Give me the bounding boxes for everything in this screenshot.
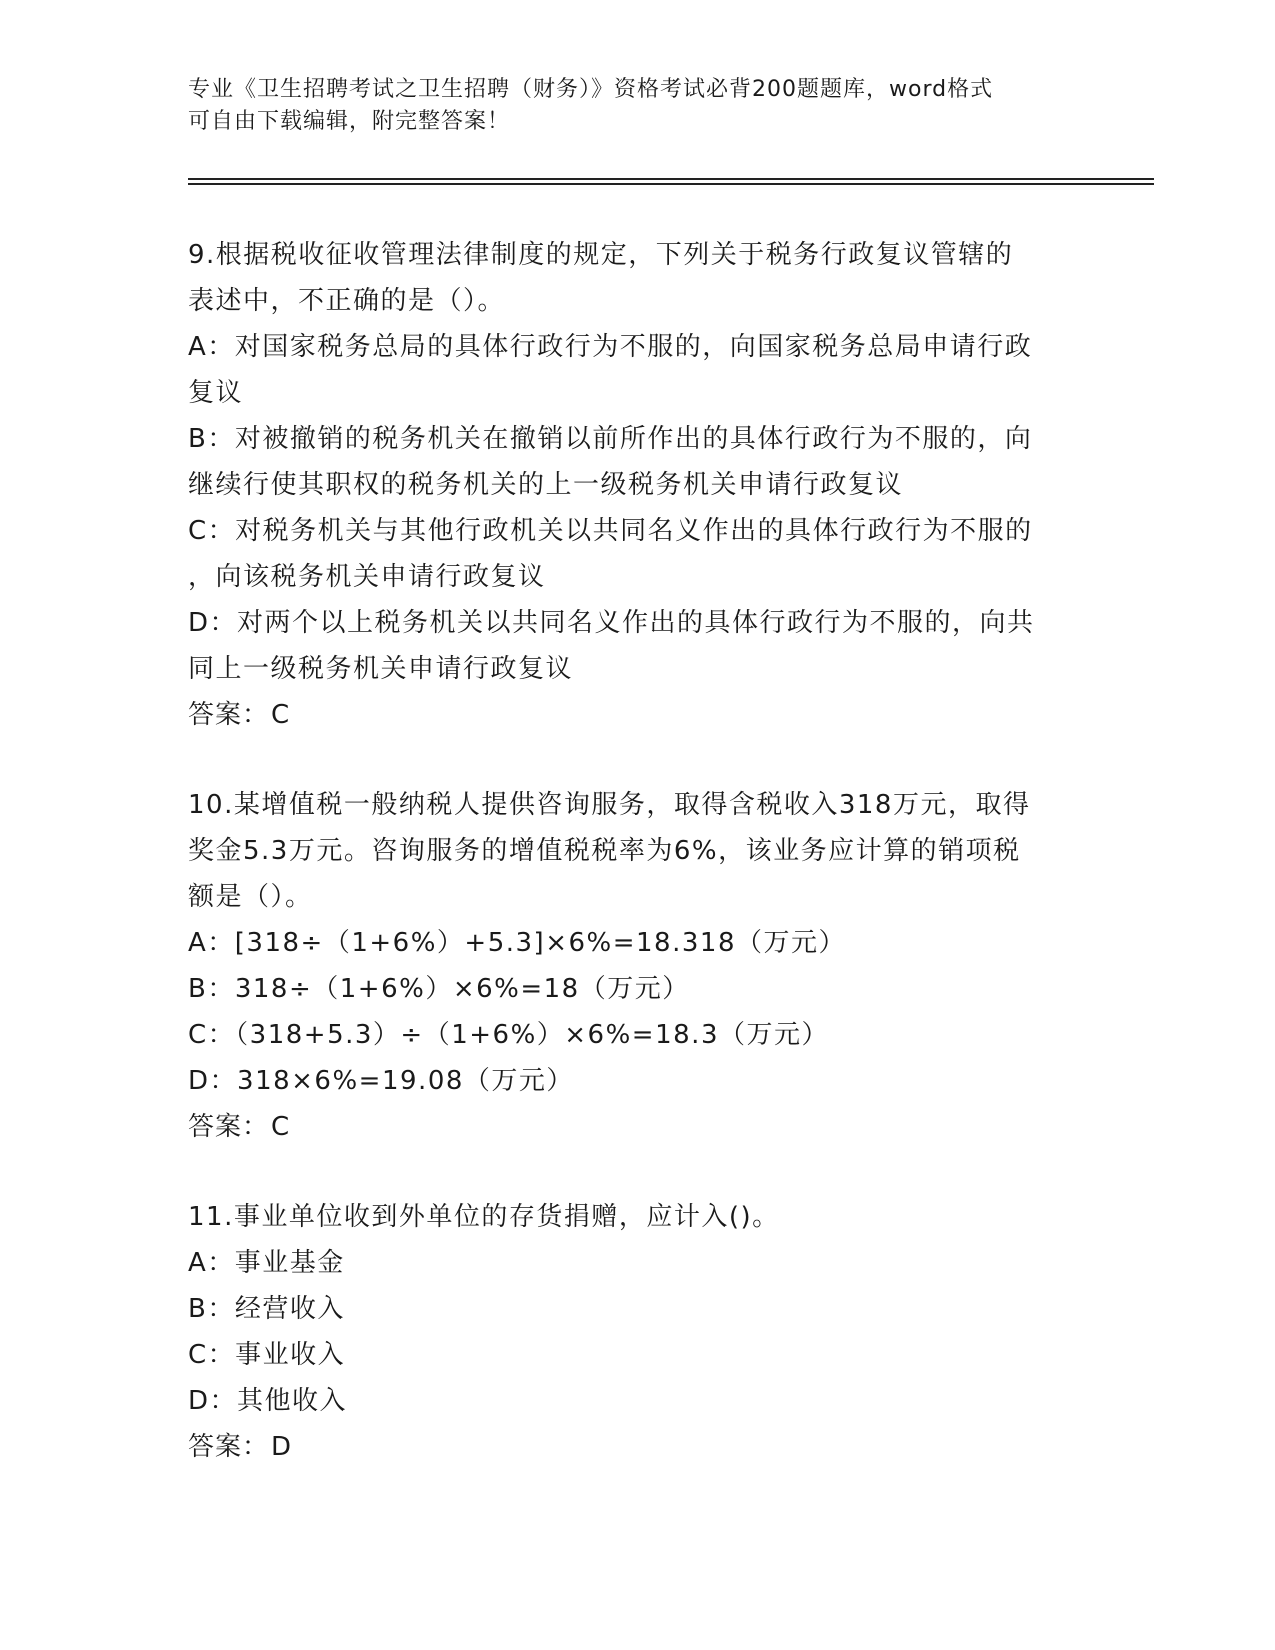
question-line: 同上一级税务机关申请行政复议 <box>188 654 574 684</box>
header-divider-top <box>188 178 1154 180</box>
question-line: A：事业基金 <box>188 1248 345 1278</box>
question-line: D：其他收入 <box>188 1386 348 1416</box>
answer-label: 答案： <box>188 1432 270 1462</box>
question-line: 9.根据税收征收管理法律制度的规定，下列关于税务行政复议管辖的 <box>188 240 1014 270</box>
header-title-line-2: 可自由下载编辑，附完整答案！ <box>188 109 511 134</box>
question-line: 10.某增值税一般纳税人提供咨询服务，取得含税收入318万元，取得 <box>188 790 1031 820</box>
document-header <box>188 74 1088 138</box>
question-line: ，向该税务机关申请行政复议 <box>188 562 546 592</box>
question-line: D：318×6%=19.08（万元） <box>188 1066 574 1096</box>
question-line: A：对国家税务总局的具体行政行为不服的，向国家税务总局申请行政 <box>188 332 1033 362</box>
answer-value: C <box>271 700 291 730</box>
answer-value: C <box>271 1112 291 1142</box>
question-line: C：事业收入 <box>188 1340 346 1370</box>
answer <box>188 1424 1108 1470</box>
answer-value: D <box>271 1432 293 1462</box>
question-line: 复议 <box>188 378 244 408</box>
question-line: B：对被撤销的税务机关在撤销以前所作出的具体行政行为不服的，向 <box>188 424 1033 454</box>
question-line: D：对两个以上税务机关以共同名义作出的具体行政行为不服的，向共 <box>188 608 1035 638</box>
answer <box>188 1104 1108 1150</box>
header-title-line-1: 专业《卫生招聘考试之卫生招聘（财务）》资格考试必背200题题库，word格式 <box>188 77 994 102</box>
question-line: C：（318+5.3）÷（1+6%）×6%=18.3（万元） <box>188 1020 829 1050</box>
question-list <box>188 232 1108 1514</box>
answer <box>188 692 1108 738</box>
question-line: A：[318÷（1+6%）+5.3]×6%=18.318（万元） <box>188 928 846 958</box>
question-line: C：对税务机关与其他行政机关以共同名义作出的具体行政行为不服的 <box>188 516 1033 546</box>
question-line: B：318÷（1+6%）×6%=18（万元） <box>188 974 690 1004</box>
answer-label: 答案： <box>188 1112 270 1142</box>
question-line: 继续行使其职权的税务机关的上一级税务机关申请行政复议 <box>188 470 904 500</box>
header-divider-bottom <box>188 183 1154 185</box>
question-line: 表述中，不正确的是（）。 <box>188 286 506 316</box>
question-3 <box>188 1194 1108 1470</box>
question-2 <box>188 782 1108 1150</box>
question-line: B：经营收入 <box>188 1294 345 1324</box>
question-1 <box>188 232 1108 738</box>
answer-label: 答案： <box>188 700 270 730</box>
question-line: 奖金5.3万元。咨询服务的增值税税率为6%，该业务应计算的销项税 <box>188 836 1021 866</box>
question-line: 11.事业单位收到外单位的存货捐赠，应计入()。 <box>188 1202 780 1232</box>
question-line: 额是（）。 <box>188 882 313 912</box>
